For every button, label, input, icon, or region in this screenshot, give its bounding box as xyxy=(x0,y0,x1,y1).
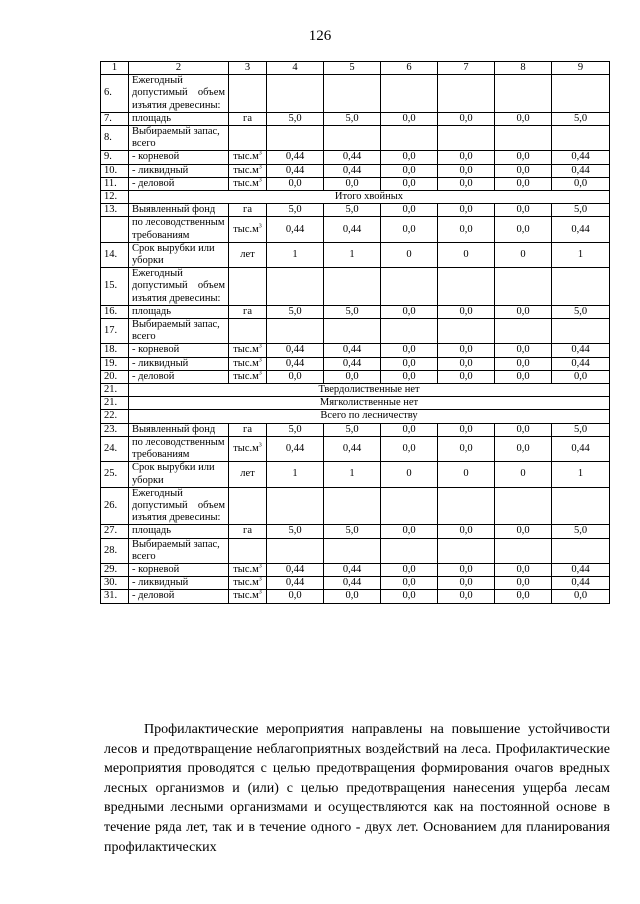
value-cell: 5,0 xyxy=(324,525,381,538)
value-cell xyxy=(381,319,438,344)
value-cell: 0,44 xyxy=(324,357,381,370)
unit-cell: $тыс.м^3$ xyxy=(229,164,267,177)
value-cell xyxy=(495,268,552,306)
unit-cell: $тыс.м^3$ xyxy=(229,217,267,242)
column-header: 8 xyxy=(495,62,552,75)
value-cell: 0,0 xyxy=(381,177,438,190)
row-number: 16. xyxy=(101,305,129,318)
row-number: 22. xyxy=(101,410,129,423)
value-cell: 0,44 xyxy=(552,344,610,357)
value-cell: 5,0 xyxy=(267,423,324,436)
value-cell: 0,0 xyxy=(495,151,552,164)
value-cell: 0,0 xyxy=(495,357,552,370)
unit-cell: $тыс.м^3$ xyxy=(229,563,267,576)
value-cell: 5,0 xyxy=(324,112,381,125)
row-number: 10. xyxy=(101,164,129,177)
value-cell: 0,0 xyxy=(495,436,552,461)
value-cell: 0,0 xyxy=(381,577,438,590)
value-cell: 0,0 xyxy=(438,344,495,357)
value-cell: 0,0 xyxy=(438,590,495,603)
body-paragraph: Профилактические мероприятия направлены на повышение устойчивости лесов и предотвращение неблагоприятных воздействий на леса. Профилактические мероприятия проводятся с целью предотвращения формирования очагов вредных лесных организмов и (или) с целью предотвращения нанесения ущерба лесам вредными лесными организмами и осуществляются как на постоянной основе в течение ряда лет, так и в течение одного - двух лет. Основанием для планирования профилактических xyxy=(104,722,610,855)
value-cell: 1 xyxy=(267,242,324,267)
page-number: 126 xyxy=(308,28,332,44)
value-cell: 0,0 xyxy=(552,177,610,190)
value-cell: 5,0 xyxy=(552,112,610,125)
row-label: Срок вырубки или уборки xyxy=(129,462,229,487)
table-row xyxy=(101,436,610,461)
table-row xyxy=(101,204,610,217)
value-cell xyxy=(438,126,495,151)
value-cell: 5,0 xyxy=(324,204,381,217)
row-label: площадь xyxy=(129,525,229,538)
column-header: 9 xyxy=(552,62,610,75)
value-cell: 0,0 xyxy=(438,204,495,217)
value-cell: 5,0 xyxy=(267,525,324,538)
row-label: площадь xyxy=(129,305,229,318)
value-cell: 0,44 xyxy=(552,217,610,242)
row-number: 9. xyxy=(101,151,129,164)
value-cell: 0,44 xyxy=(324,563,381,576)
value-cell xyxy=(495,75,552,113)
value-cell xyxy=(381,268,438,306)
value-cell: 0,0 xyxy=(552,370,610,383)
value-cell xyxy=(324,126,381,151)
table-row xyxy=(101,344,610,357)
section-label: Всего по лесничеству xyxy=(129,410,610,423)
value-cell: 0 xyxy=(438,462,495,487)
value-cell xyxy=(438,319,495,344)
row-label: Выбираемый запас, всего xyxy=(129,538,229,563)
row-label: - ликвидный xyxy=(129,164,229,177)
table-row xyxy=(101,164,610,177)
row-label: Ежегодный допустимый объем изъятия древесины: xyxy=(129,75,229,113)
value-cell: 5,0 xyxy=(267,204,324,217)
value-cell: 0,44 xyxy=(267,436,324,461)
value-cell xyxy=(552,319,610,344)
column-header: 1 xyxy=(101,62,129,75)
row-number: 26. xyxy=(101,487,129,525)
unit-cell: $тыс.м^3$ xyxy=(229,590,267,603)
value-cell xyxy=(267,268,324,306)
value-cell: 0,0 xyxy=(438,151,495,164)
unit-cell: га xyxy=(229,204,267,217)
forest-table xyxy=(100,61,610,604)
value-cell xyxy=(267,126,324,151)
value-cell xyxy=(324,75,381,113)
column-header: 5 xyxy=(324,62,381,75)
value-cell: 0 xyxy=(438,242,495,267)
value-cell: 0,0 xyxy=(438,305,495,318)
value-cell: 0,44 xyxy=(267,563,324,576)
value-cell: 0,44 xyxy=(267,577,324,590)
value-cell: 0,0 xyxy=(381,164,438,177)
table-row xyxy=(101,191,610,204)
value-cell: 0,0 xyxy=(381,344,438,357)
value-cell xyxy=(267,75,324,113)
value-cell: 0,0 xyxy=(438,357,495,370)
value-cell: 1 xyxy=(324,242,381,267)
value-cell: 0,0 xyxy=(495,344,552,357)
value-cell xyxy=(552,75,610,113)
row-number: 11. xyxy=(101,177,129,190)
table-row xyxy=(101,319,610,344)
unit-cell: га xyxy=(229,525,267,538)
table-row xyxy=(101,410,610,423)
table-row xyxy=(101,126,610,151)
value-cell: 0,0 xyxy=(381,563,438,576)
value-cell: 5,0 xyxy=(267,305,324,318)
unit-cell: га xyxy=(229,423,267,436)
value-cell: 0,0 xyxy=(495,112,552,125)
value-cell: 5,0 xyxy=(267,112,324,125)
value-cell: 0,44 xyxy=(267,151,324,164)
value-cell: 0,0 xyxy=(381,370,438,383)
column-header: 4 xyxy=(267,62,324,75)
table-row xyxy=(101,397,610,410)
value-cell: 0,0 xyxy=(495,423,552,436)
unit-cell: лет xyxy=(229,242,267,267)
row-label: - деловой xyxy=(129,370,229,383)
value-cell: 0,0 xyxy=(324,590,381,603)
row-number: 29. xyxy=(101,563,129,576)
value-cell: 0,0 xyxy=(495,217,552,242)
unit-cell: $тыс.м^3$ xyxy=(229,344,267,357)
value-cell: 5,0 xyxy=(552,525,610,538)
value-cell: 0,44 xyxy=(324,164,381,177)
column-header: 3 xyxy=(229,62,267,75)
row-label: - деловой xyxy=(129,177,229,190)
row-label: по лесоводственным требованиям xyxy=(129,217,229,242)
value-cell: 0,0 xyxy=(438,164,495,177)
value-cell: 0,0 xyxy=(381,217,438,242)
value-cell: 0,44 xyxy=(324,217,381,242)
value-cell xyxy=(495,319,552,344)
section-label: Итого хвойных xyxy=(129,191,610,204)
value-cell: 5,0 xyxy=(324,305,381,318)
value-cell xyxy=(267,538,324,563)
value-cell: 0,0 xyxy=(381,590,438,603)
table-row xyxy=(101,563,610,576)
row-number: 18. xyxy=(101,344,129,357)
value-cell xyxy=(438,268,495,306)
value-cell: 1 xyxy=(324,462,381,487)
table-row xyxy=(101,538,610,563)
row-number: 24. xyxy=(101,436,129,461)
value-cell xyxy=(495,487,552,525)
table-row xyxy=(101,423,610,436)
value-cell xyxy=(324,538,381,563)
row-number: 27. xyxy=(101,525,129,538)
unit-cell: $тыс.м^3$ xyxy=(229,370,267,383)
value-cell: 0,0 xyxy=(495,164,552,177)
row-label: по лесоводственным требованиям xyxy=(129,436,229,461)
row-label: площадь xyxy=(129,112,229,125)
value-cell: 0,0 xyxy=(495,177,552,190)
value-cell xyxy=(381,126,438,151)
value-cell: 0,0 xyxy=(267,590,324,603)
table-row xyxy=(101,112,610,125)
value-cell: 0,0 xyxy=(438,217,495,242)
value-cell xyxy=(495,126,552,151)
value-cell: 0,44 xyxy=(552,577,610,590)
table-row xyxy=(101,268,610,306)
row-number: 15. xyxy=(101,268,129,306)
unit-cell xyxy=(229,538,267,563)
value-cell: 0,0 xyxy=(438,525,495,538)
table-row xyxy=(101,487,610,525)
value-cell: 0 xyxy=(495,462,552,487)
value-cell: 0,0 xyxy=(438,177,495,190)
value-cell xyxy=(438,487,495,525)
value-cell: 0,0 xyxy=(267,177,324,190)
value-cell: 0,44 xyxy=(267,344,324,357)
value-cell xyxy=(324,487,381,525)
value-cell: 0,0 xyxy=(495,577,552,590)
value-cell: 0,0 xyxy=(438,577,495,590)
value-cell: 0,0 xyxy=(495,204,552,217)
row-number: 28. xyxy=(101,538,129,563)
row-number: 19. xyxy=(101,357,129,370)
value-cell xyxy=(381,487,438,525)
value-cell: 0 xyxy=(381,462,438,487)
row-label: - корневой xyxy=(129,151,229,164)
value-cell: 5,0 xyxy=(552,204,610,217)
column-header: 2 xyxy=(129,62,229,75)
table-row xyxy=(101,177,610,190)
value-cell: 0,0 xyxy=(381,357,438,370)
row-label: Выбираемый запас, всего xyxy=(129,126,229,151)
value-cell: 0,0 xyxy=(381,423,438,436)
unit-cell xyxy=(229,268,267,306)
value-cell: 0,0 xyxy=(495,370,552,383)
value-cell: 0,0 xyxy=(381,525,438,538)
row-label: - корневой xyxy=(129,563,229,576)
table-header-row xyxy=(101,62,610,75)
unit-cell: $тыс.м^3$ xyxy=(229,577,267,590)
value-cell xyxy=(267,319,324,344)
value-cell: 0,0 xyxy=(438,563,495,576)
unit-cell xyxy=(229,319,267,344)
row-number: 25. xyxy=(101,462,129,487)
value-cell: 0,44 xyxy=(552,357,610,370)
unit-cell xyxy=(229,487,267,525)
table-row xyxy=(101,370,610,383)
unit-cell: га xyxy=(229,112,267,125)
row-number: 14. xyxy=(101,242,129,267)
value-cell: 0,0 xyxy=(438,423,495,436)
value-cell: 1 xyxy=(552,462,610,487)
value-cell: 0,0 xyxy=(438,370,495,383)
value-cell: 5,0 xyxy=(552,305,610,318)
value-cell: 0,0 xyxy=(495,305,552,318)
value-cell: 1 xyxy=(267,462,324,487)
row-label: Срок вырубки или уборки xyxy=(129,242,229,267)
unit-cell xyxy=(229,126,267,151)
row-number: 8. xyxy=(101,126,129,151)
value-cell xyxy=(552,538,610,563)
row-label: - деловой xyxy=(129,590,229,603)
row-number: 6. xyxy=(101,75,129,113)
row-number: 21. xyxy=(101,384,129,397)
value-cell: 0,0 xyxy=(495,563,552,576)
value-cell: 0,44 xyxy=(324,436,381,461)
value-cell: 0,0 xyxy=(381,204,438,217)
value-cell: 0,0 xyxy=(381,305,438,318)
value-cell: 0,0 xyxy=(381,112,438,125)
value-cell: 0,44 xyxy=(267,164,324,177)
row-number: 23. xyxy=(101,423,129,436)
table-row xyxy=(101,590,610,603)
unit-cell: лет xyxy=(229,462,267,487)
row-label: - корневой xyxy=(129,344,229,357)
unit-cell xyxy=(229,75,267,113)
value-cell: 1 xyxy=(552,242,610,267)
value-cell xyxy=(324,268,381,306)
value-cell xyxy=(552,268,610,306)
row-label: - ликвидный xyxy=(129,577,229,590)
value-cell: 5,0 xyxy=(324,423,381,436)
value-cell: 0,0 xyxy=(552,590,610,603)
table-row xyxy=(101,217,610,242)
value-cell xyxy=(381,538,438,563)
value-cell: 0,44 xyxy=(552,563,610,576)
row-label: Ежегодный допустимый объем изъятия древесины: xyxy=(129,268,229,306)
value-cell: 0,0 xyxy=(381,151,438,164)
value-cell xyxy=(438,538,495,563)
unit-cell: га xyxy=(229,305,267,318)
row-number: 7. xyxy=(101,112,129,125)
value-cell: 0 xyxy=(381,242,438,267)
value-cell xyxy=(438,75,495,113)
row-number: 20. xyxy=(101,370,129,383)
table-row xyxy=(101,384,610,397)
unit-cell: $тыс.м^3$ xyxy=(229,357,267,370)
section-label: Твердолиственные нет xyxy=(129,384,610,397)
row-number xyxy=(101,217,129,242)
unit-cell: $тыс.м^3$ xyxy=(229,436,267,461)
unit-cell: $тыс.м^3$ xyxy=(229,151,267,164)
table-row xyxy=(101,525,610,538)
value-cell xyxy=(267,487,324,525)
value-cell: 0,0 xyxy=(381,436,438,461)
value-cell: 0,0 xyxy=(267,370,324,383)
value-cell xyxy=(495,538,552,563)
row-label: Выявленный фонд xyxy=(129,423,229,436)
row-number: 31. xyxy=(101,590,129,603)
value-cell: 0,0 xyxy=(324,177,381,190)
value-cell: 0,44 xyxy=(324,151,381,164)
unit-cell: $тыс.м^3$ xyxy=(229,177,267,190)
row-number: 17. xyxy=(101,319,129,344)
value-cell: 0,44 xyxy=(552,151,610,164)
row-label: Выявленный фонд xyxy=(129,204,229,217)
value-cell: 0,44 xyxy=(552,164,610,177)
row-number: 12. xyxy=(101,191,129,204)
section-label: Мягколиственные нет xyxy=(129,397,610,410)
column-header: 6 xyxy=(381,62,438,75)
value-cell xyxy=(552,126,610,151)
row-label: Выбираемый запас, всего xyxy=(129,319,229,344)
column-header: 7 xyxy=(438,62,495,75)
value-cell xyxy=(552,487,610,525)
value-cell: 0 xyxy=(495,242,552,267)
value-cell: 0,44 xyxy=(267,217,324,242)
value-cell: 0,44 xyxy=(324,577,381,590)
table-row xyxy=(101,75,610,113)
row-label: Ежегодный допустимый объем изъятия древесины: xyxy=(129,487,229,525)
value-cell: 0,44 xyxy=(324,344,381,357)
row-label: - ликвидный xyxy=(129,357,229,370)
value-cell: 0,0 xyxy=(324,370,381,383)
value-cell: 0,44 xyxy=(267,357,324,370)
table-row xyxy=(101,577,610,590)
table-row xyxy=(101,151,610,164)
value-cell: 0,0 xyxy=(438,112,495,125)
value-cell: 0,0 xyxy=(495,590,552,603)
row-number: 21. xyxy=(101,397,129,410)
table-row xyxy=(101,462,610,487)
value-cell: 0,0 xyxy=(438,436,495,461)
row-number: 30. xyxy=(101,577,129,590)
value-cell: 0,44 xyxy=(552,436,610,461)
table-row xyxy=(101,242,610,267)
table-row xyxy=(101,305,610,318)
row-number: 13. xyxy=(101,204,129,217)
value-cell: 5,0 xyxy=(552,423,610,436)
value-cell xyxy=(324,319,381,344)
table-row xyxy=(101,357,610,370)
value-cell xyxy=(381,75,438,113)
value-cell: 0,0 xyxy=(495,525,552,538)
